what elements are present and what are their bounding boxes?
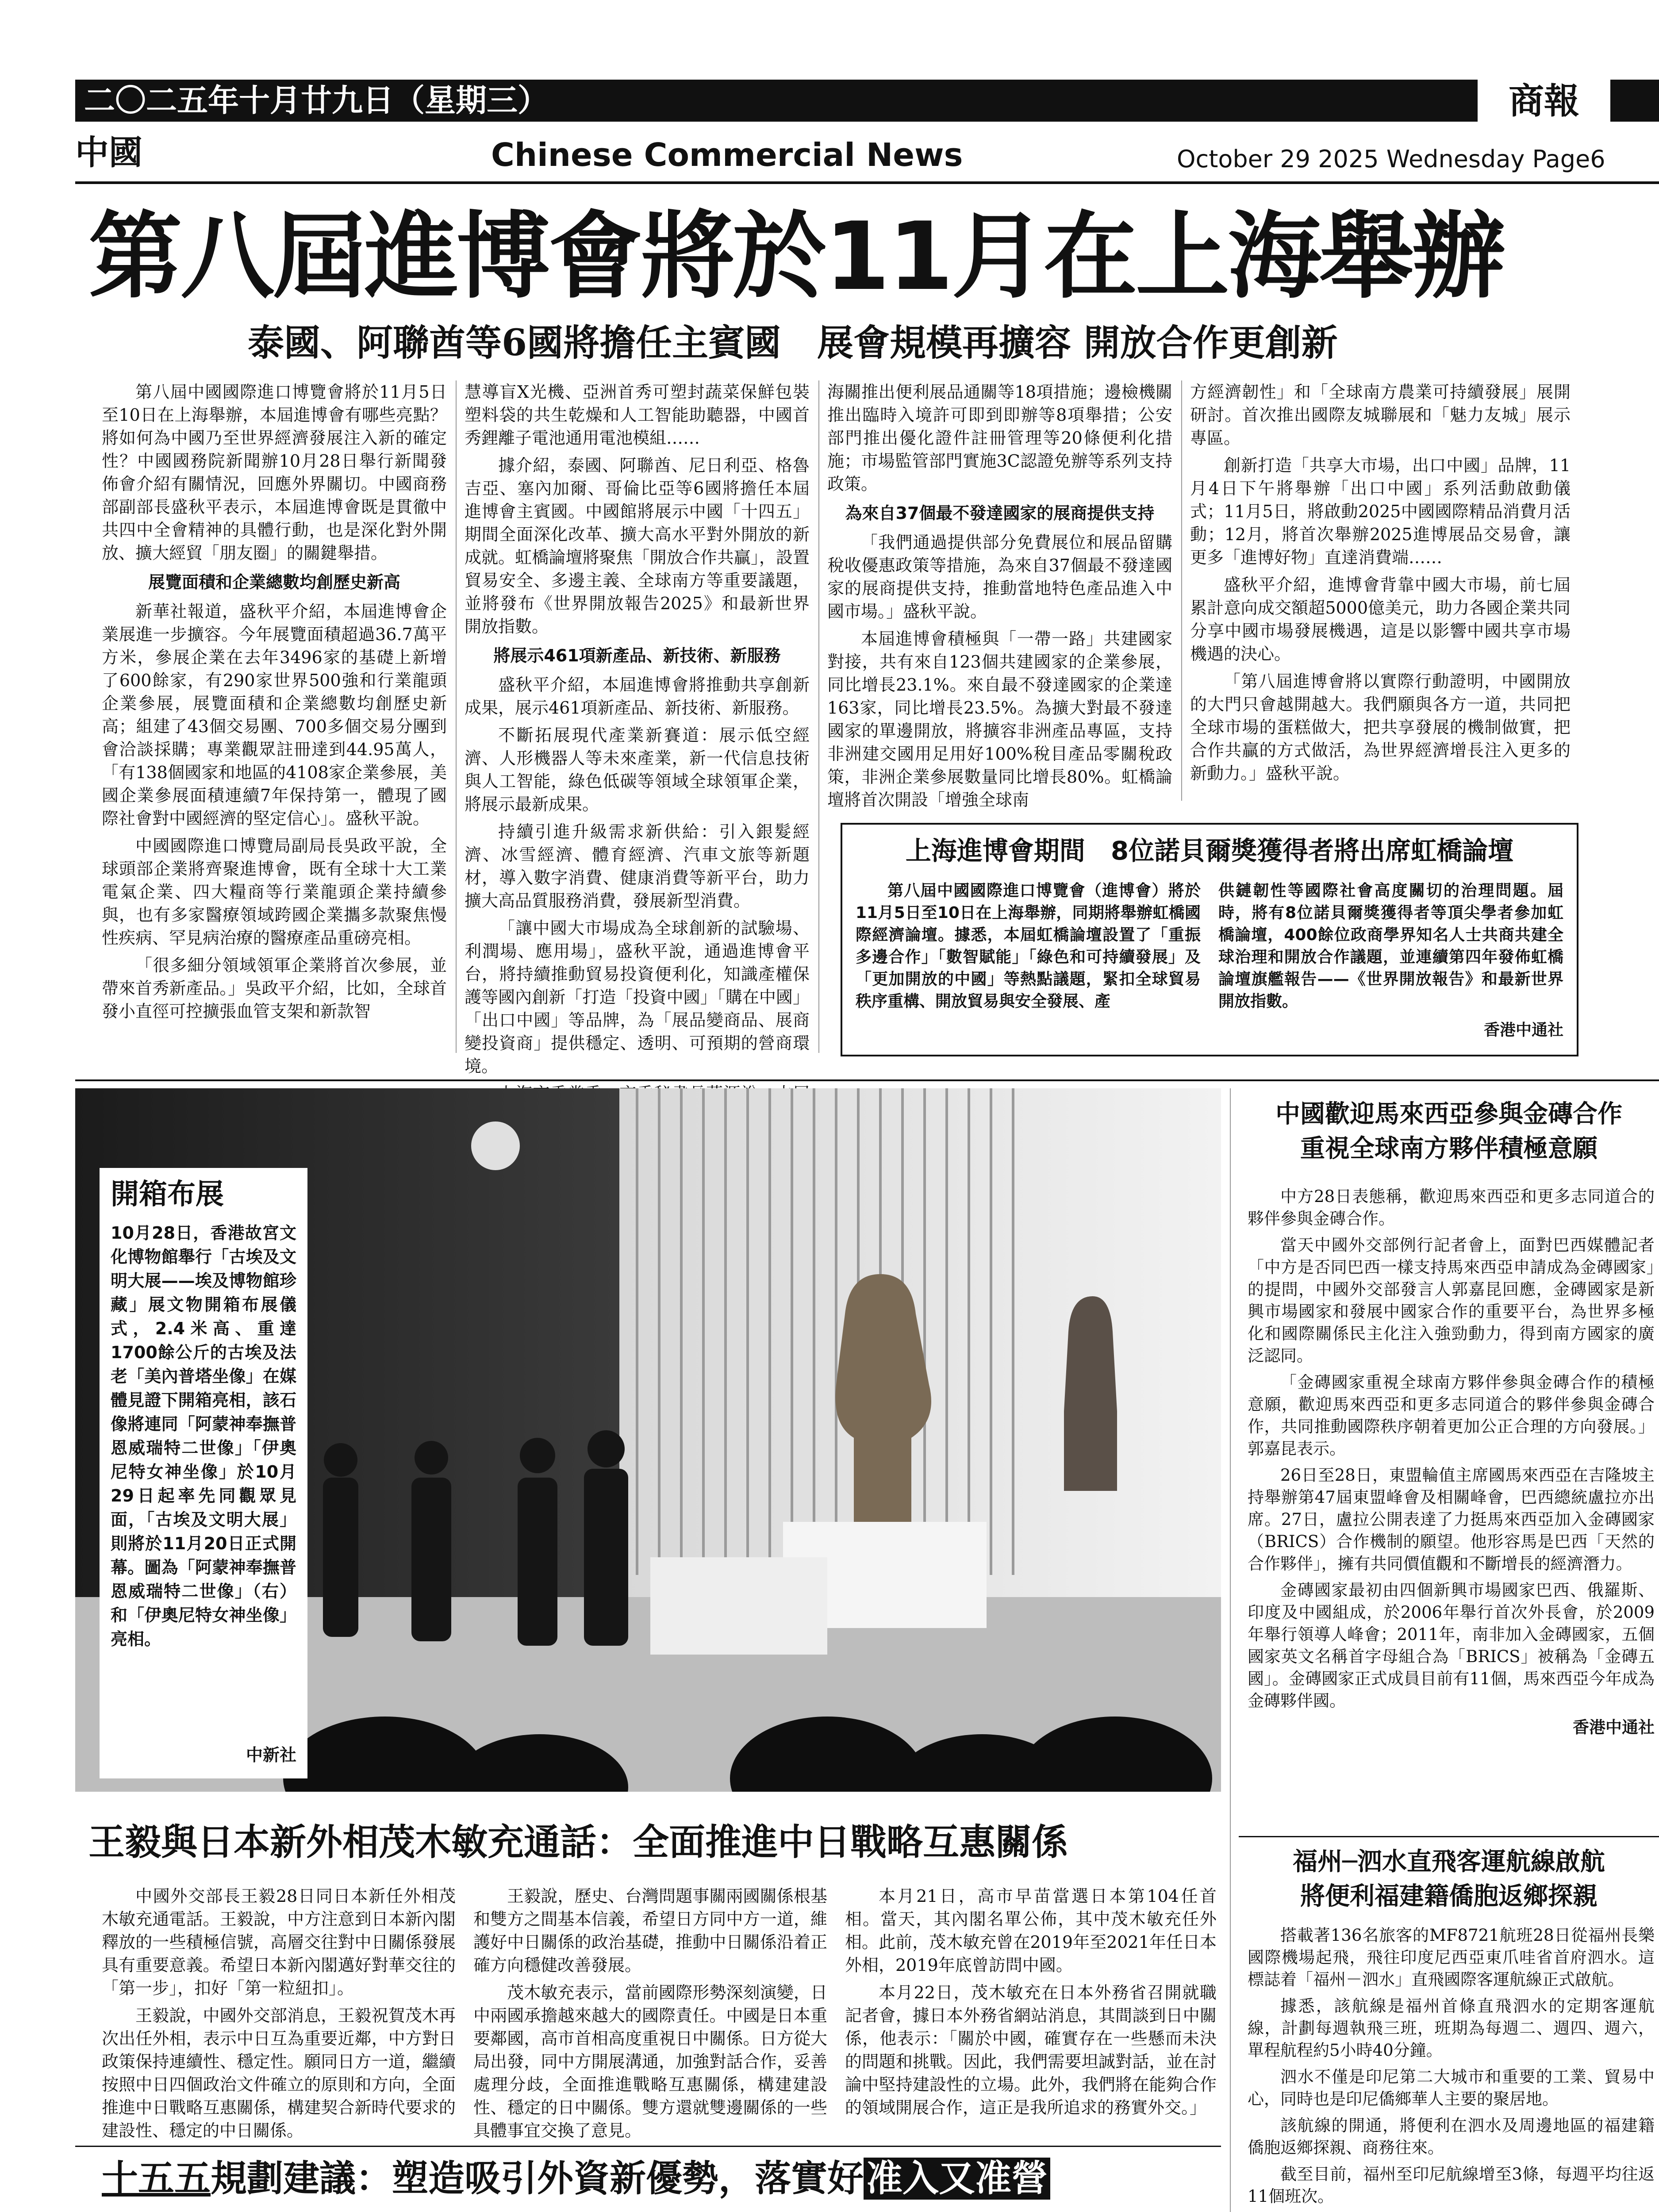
column-divider [1181,380,1182,801]
lead-headline: 第八屆進博會將於11月在上海舉辦 [88,202,1504,311]
photo-caption-title: 開箱布展 [111,1178,224,1211]
lead-subheading: 為來自37個最不發達國家的展商提供支持 [845,503,1155,523]
flight-paragraph: 該航線的開通，將便利在泗水及周邊地區的福建籍僑胞返鄉探親、商務往來。 [1248,2116,1655,2157]
lead-paragraph: 「很多細分領域領軍企業將首次參展，並帶來首秀新產品。」吳政平介紹，比如，全球首發小直徑可控擴張血管支架和新款智 [102,956,447,1021]
wangyi-column-1 [102,1885,456,2147]
lead-paragraph: 「讓中國大市場成為全球創新的試驗場、利潤場、應用場」，盛秋平說，通過進博會平台，將持續推動貿易投資便利化，知識產權保護等國內創新「打造「投資中國」「購在中國」「出口中國」等品牌，為「展品變商品、展商變投資商」提供穩定、透明、可預期的營商環境。 [465,918,810,1076]
lead-paragraph: 「第八屆進博會將以實際行動證明，中國開放的大門只會越開越大。我們願與各方一道，共同把全球市場的蛋糕做大，把共享發展的機制做實，把合作共贏的方式做活，為世界經濟增長注入更多的新動力。」盛秋平說。 [1190,672,1571,783]
forum-box-title: 上海進博會期間 8位諾貝爾獎獲得者將出席虹橋論壇 [905,836,1514,866]
lead-paragraph: 本屆進博會積極與「一帶一路」共建國家對接，共有來自123個共建國家的企業參展，同比增長23.1%。來自最不發達國家的企業達163家，同比增長23.5%。為擴大對最不發達國家的單邊開放，將擴容非洲產品專區，支持非洲建交國用足用好100%稅目產品零關稅政策，非洲企業參展數量同比增長80%。虹橋論壇將首次開設「增強全球南 [827,629,1172,810]
photo-caption-text: 10月28日，香港故宮文化博物館舉行「古埃及文明大展——埃及博物館珍藏」展文物開箱布展儀式，2.4米高、重達1700餘公斤的古埃及法老「美內普塔坐像」在媒體見證下開箱亮相，該石像將連同「阿蒙神奉撫普恩威瑞特二世像」「伊奧尼特女神坐像」於10月29日起率先同觀眾見面，「古埃及文明大展」則將於11月20日正式開幕。圖為「阿蒙神奉撫普恩威瑞特二世像」（右）和「伊奧尼特女神坐像」亮相。 [111,1223,296,1649]
wangyi-headline: 王毅與日本新外相茂木敏充通話：全面推進中日戰略互惠關係 [88,1821,1068,1863]
photo-caption-panel [100,1168,307,1778]
lead-paragraph: 海關推出便利展品通關等18項措施；邊檢機關推出臨時入境許可即到即辦等8項舉措；公安部門推出優化證件註冊管理等20條便利化措施；市場監管部門實施3C認證免辦等系列支持政策。 [827,382,1172,494]
brazil-headline [1239,1097,1659,1166]
column-divider [456,380,457,1053]
flight-paragraph: 據悉，該航線是福州首條直飛泗水的定期客運航線，計劃每週執飛三班，班期為每週二、週四、週六，單程航程約5小時40分鐘。 [1248,1997,1655,2060]
lead-paragraph: 據介紹，泰國、阿聯酋、尼日利亞、格魯吉亞、塞內加爾、哥倫比亞等6國將擔任本屆進博會主賓國。中國館將展示中國「十四五」期間全面深化改革、擴大高水平對外開放的新成就。虹橋論壇將聚焦「開放合作共贏」，設置貿易安全、多邊主義、全球南方等重要議題，並將發布《世界開放報告2025》和最新世界開放指數。 [465,456,810,636]
wangyi-column-3 [845,1885,1217,2124]
brazil-paragraph: 當天中國外交部例行記者會上，面對巴西媒體記者「中方是否同巴西一樣支持馬來西亞申請成為金磚國家」的提問，中國外交部發言人郭嘉昆回應，金磚國家是新興市場國家和發展中國家合作的重要平台，為世界多極化和國際關係民主化注入強勁動力，得到南方國家的廣泛認同。 [1248,1236,1655,1365]
plan-headline-main: 規劃建議：塑造吸引外資新優勢，落實好 [211,2158,864,2200]
lead-paragraph: 慧導盲X光機、亞洲首秀可塑封蔬菜保鮮包裝塑料袋的共生乾燥和人工智能助聽器，中國首秀鋰離子電池通用電池模組…… [465,382,810,448]
forum-box-credit: 香港中通社 [1483,1021,1563,1039]
lead-paragraph: 「我們通過提供部分免費展位和展品留購稅收優惠政策等措施，為來自37個最不發達國家的展商提供支持，推動當地特色產品進入中國市場。」盛秋平說。 [827,533,1172,621]
lead-column-3 [827,380,1172,816]
wangyi-column-2 [473,1885,827,2147]
brazil-credit: 香港中通社 [1573,1718,1655,1737]
flight-headline-line1: 福州─泗水直飛客運航線啟航 [1293,1847,1605,1876]
lead-column-4 [1190,380,1571,789]
plan-headline [102,2154,1050,2203]
brazil-headline-line1: 中國歡迎馬來西亞參與金磚合作 [1275,1100,1622,1129]
paper-name: Chinese Commercial News [491,136,963,173]
plan-headline-emphasis: 十五五 [102,2158,211,2200]
flight-paragraph: 截至目前，福州至印尼航線增至3條，每週平均往返11個班次。 [1248,2165,1655,2206]
flight-headline [1239,1845,1659,1914]
flight-story [1248,1924,1655,2212]
column-divider [818,380,819,1053]
flight-headline-line2: 將便利福建籍僑胞返鄉探親 [1300,1882,1598,1911]
wangyi-paragraph: 本月22日，茂木敏充在日本外務省召開就職記者會，據日本外務省網站消息，其間談到日中關係，他表示：「關於中國，確實存在一些懸而未決的問題和挑戰。因此，我們需要坦誠對話，並在討論中堅持建設性的立場。此外，我們將在能夠合作的領域開展合作，這正是我所追求的務實外交。」 [845,1983,1217,2117]
lead-column-2 [465,380,810,1133]
forum-box-right-text: 供鏈韌性等國際社會高度關切的治理問題。屆時，將有8位諾貝爾獎獲得者等頂尖學者參加虹橋論壇，400餘位政商學界知名人士共商共建全球治理和開放合作議題，並連續第四年發佈虹橋論壇旗艦報告——《世界開放報告》和最新世界開放指數。 [1218,882,1563,1010]
lead-paragraph: 方經濟韌性」和「全球南方農業可持續發展」展開研討。首次推出國際友城聯展和「魅力友城」展示專區。 [1190,382,1571,448]
forum-box [841,823,1578,1056]
brazil-story [1248,1186,1655,1739]
brazil-paragraph: 26日至28日，東盟輪值主席國馬來西亞在吉隆坡主持舉辦第47屆東盟峰會及相關峰會，巴西總統盧拉亦出席。27日，盧拉公開表達了力挺馬來西亞加入金磚國家（BRICS）合作機制的願望。他形容馬是巴西「天然的合作夥伴」，擁有共同價值觀和不斷增長的經濟潛力。 [1248,1466,1655,1573]
forum-box-left-text: 第八屆中國國際進口博覽會（進博會）將於11月5日至10日在上海舉辦，同期將舉辦虹橋國際經濟論壇。據悉，本屆虹橋論壇設置了「重振多邊合作」「數智賦能」「綠色和可持續發展」及「更加開放的中國」等熱點議題，緊扣全球貿易秩序重構、開放貿易與安全發展、產 [856,882,1201,1010]
brazil-paragraph: 金磚國家最初由四個新興市場國家巴西、俄羅斯、印度及中國組成，於2006年舉行首次外長會，於2009年舉行領導人峰會；2011年，南非加入金磚國家，五個國家英文名稱首字母組合為「BRICS」被稱為「金磚五國」。金磚國家正式成員目前有11個，馬來西亞今年成為金磚夥伴國。 [1248,1581,1655,1710]
wangyi-paragraph: 中國外交部長王毅28日同日本新任外相茂木敏充通電話。王毅說，中方注意到日本新內閣釋放的一些積極信號，高層交往對中日關係發展具有重要意義。希望日本新內閣邁好對華交往的「第一步」，扣好「第一粒紐扣」。 [102,1886,456,1998]
lead-paragraph: 盛秋平介紹，本屆進博會將推動共享創新成果，展示461項新產品、新技術、新服務。 [465,675,810,718]
section-rule [75,1079,1659,1081]
brazil-paragraph: 「金磚國家重視全球南方夥伴參與金磚合作的積極意願，歡迎馬來西亞和更多志同道合的夥伴參與金磚合作，共同推動國際秩序朝着更加公正合理的方向發展。」郭嘉昆表示。 [1248,1373,1655,1458]
lead-column-1 [102,380,447,1027]
wangyi-paragraph: 王毅說，歷史、台灣問題事關兩國關係根基和雙方之間基本信義，希望日方同中方一道，維護好中日關係的政治基礎，推動中日關係沿着正確方向穩健改善發展。 [473,1886,827,1975]
section-rule [75,2146,1221,2147]
page-date: October 29 2025 Wednesday Page6 [1177,145,1605,173]
column-divider [1230,1088,1231,2212]
masthead-date: 二〇二五年十月廿九日（星期三） [84,82,549,119]
lead-subheading: 將展示461項新產品、新技術、新服務 [493,646,781,665]
wangyi-paragraph: 本月21日，高市早苗當選日本第104任首相。當天，其內閣名單公佈，其中茂木敏充任外相。此前，茂木敏充曾在2019年至2021年任日本外相，2019年底曾訪問中國。 [845,1886,1217,1975]
lead-subhead: 泰國、阿聯酋等6國將擔任主賓國 展會規模再擴容 開放合作更創新 [248,322,1338,364]
lead-paragraph: 不斷拓展現代產業新賽道：展示低空經濟、人形機器人等未來產業，新一代信息技術與人工智能，綠色低碳等領域全球領軍企業，將展示最新成果。 [465,726,810,814]
lead-subheading: 展覽面積和企業總數均創歷史新高 [148,572,400,592]
lead-paragraph: 新華社報道，盛秋平介紹，本屆進博會企業展進一步擴容。今年展覽面積超過36.7萬平方米，參展企業在去年3496家的基礎上新增了600餘家，有290家世界500強和行業龍頭企業參展，展覽面積和企業總數均創歷史新高；組建了43個交易團、700多個交易分團到會洽談採購；專業觀眾註冊達到44.95萬人，「有138個國家和地區的4108家企業參展，美國企業參展面積連續7年保持第一，體現了國際社會對中國經濟的堅定信心」。盛秋平說。 [102,602,447,828]
flight-paragraph: 泗水不僅是印尼第二大城市和重要的工業、貿易中心，同時也是印尼僑鄉華人主要的聚居地。 [1248,2067,1655,2108]
news-photo [75,1088,1221,1792]
wangyi-paragraph: 茂木敏充表示，當前國際形勢深刻演變，日中兩國承擔越來越大的國際責任。中國是日本重要鄰國，高市首相高度重視日中關係。日方從大局出發，同中方開展溝通，加強對話合作，妥善處理分歧，全面推進戰略互惠關係，構建建設性、穩定的日中關係。雙方還就雙邊關係的一些具體事宜交換了意見。 [473,1983,827,2140]
story-rule [1239,1836,1659,1837]
paper-logo: 商報 [1478,79,1610,123]
photo-credit: 中新社 [246,1745,296,1765]
lead-paragraph: 盛秋平介紹，進博會背靠中國大市場，前七屆累計意向成交額超5000億美元，助力各國企業共同分享中國市場發展機遇，這是以影響中國共享市場機遇的決心。 [1190,575,1571,664]
plan-headline-highlight: 准入又准營 [864,2158,1050,2200]
masthead-rule [75,181,1659,184]
lead-paragraph: 創新打造「共享大市場，出口中國」品牌，11月4日下午將舉辦「出口中國」系列活動啟動儀式；11月5日，將啟動2025中國國際精品消費月活動；12月，將首次舉辦2025進博展品交易會，讓更多「進博好物」直達消費端…… [1190,456,1571,567]
lead-paragraph: 中國國際進口博覽局副局長吳政平說，全球頭部企業將齊聚進博會，既有全球十大工業電氣企業、四大糧商等行業龍頭企業持續參與，也有多家醫療領域跨國企業攜多款聚焦慢性疾病、罕見病治療的醫療產品重磅亮相。 [102,836,447,948]
wangyi-paragraph: 王毅說，中國外交部消息，王毅祝賀茂木再次出任外相，表示中日互為重要近鄰，中方對日政策保持連續性、穩定性。願同日方一道，繼續按照中日四個政治文件確立的原則和方向，全面推進中日戰略互惠關係，構建契合新時代要求的建設性、穩定的中日關係。 [102,2006,456,2140]
lead-paragraph: 第八屆中國國際進口博覽會將於11月5日至10日在上海舉辦，本屆進博會有哪些亮點？將如何為中國乃至世界經濟發展注入新的確定性？中國國務院新聞辦10月28日舉行新聞發佈會介紹有關情況，回應外界關切。中國商務部副部長盛秋平表示，本屆進博會既是貫徹中共四中全會精神的具體行動，也是深化對外開放、擴大經貿「朋友圈」的關鍵舉措。 [102,382,447,563]
flight-paragraph: 搭載著136名旅客的MF8721航班28日從福州長樂國際機場起飛，飛往印度尼西亞東爪哇省首府泗水。這標誌着「福州－泗水」直飛國際客運航線正式啟航。 [1248,1926,1655,1989]
brazil-headline-line2: 重視全球南方夥伴積極意願 [1300,1134,1598,1163]
lead-paragraph: 持續引進升級需求新供給：引入銀髮經濟、冰雪經濟、體育經濟、汽車文旅等新題材，導入數字消費、健康消費等新平台，助力擴大高品質服務消費，發展新型消費。 [465,822,810,910]
section-name: 中國 [75,133,142,172]
brazil-paragraph: 中方28日表態稱，歡迎馬來西亞和更多志同道合的夥伴參與金磚合作。 [1248,1187,1655,1228]
